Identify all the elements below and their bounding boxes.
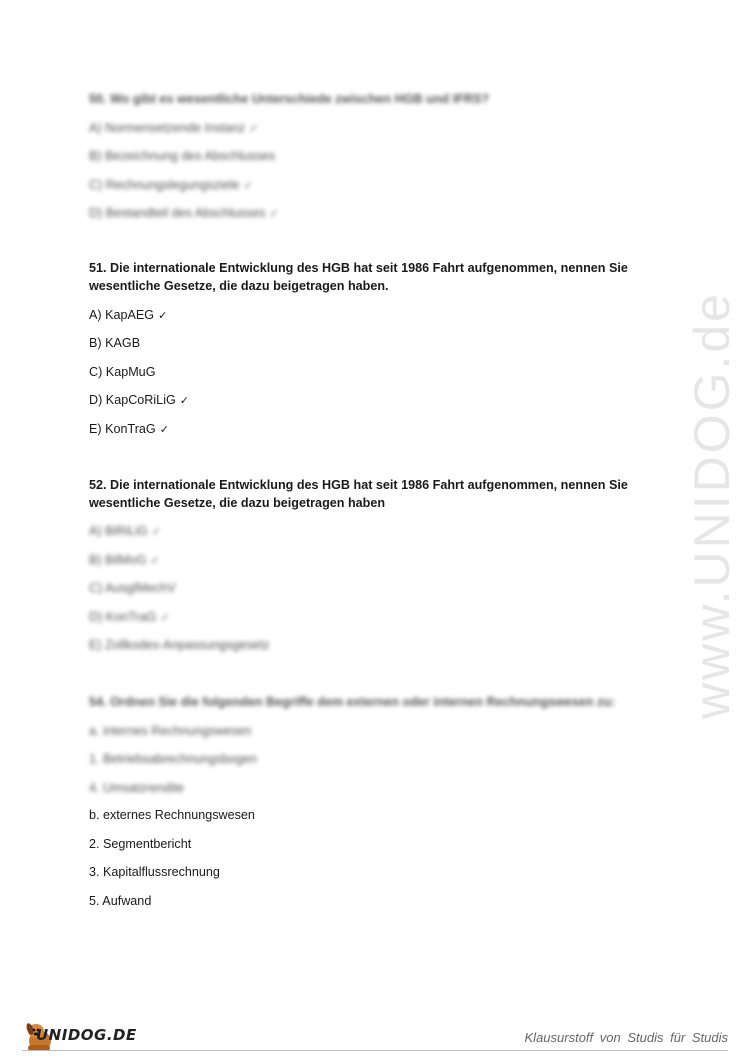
answer-option: a. internes Rechnungswesen [89, 723, 252, 738]
answer-option: D) KonTraG ✓ [89, 609, 170, 624]
answer-option: C) AusglMechV [89, 581, 176, 596]
answer-option: C) KapMuG [89, 364, 156, 379]
answer-option: 4. Umsatzrendite [89, 780, 185, 795]
answer-option: B) KAGB [89, 336, 141, 351]
answer-option: A) Normensetzende Instanz ✓ [89, 120, 259, 135]
question-title: 52. Die internationale Entwicklung des HGB hat seit 1986 Fahrt aufgenommen, nennen Sie wesentliche Gesetze, die dazu beigetragen haben [89, 478, 628, 510]
check-icon: ✓ [159, 422, 169, 436]
answer-option: E) Zollkodex-Anpassungsgesetz [89, 638, 270, 653]
answer-option: 5. Aufwand [89, 893, 152, 908]
check-icon: ✓ [158, 308, 168, 322]
watermark: www.UNIDOG.de [684, 291, 740, 719]
check-icon: ✓ [160, 610, 170, 624]
question-54 [89, 693, 629, 797]
question-50 [89, 90, 629, 222]
question-title: 50. Wo gibt es wesentliche Unterschiede zwischen HGB und IFRS? [89, 92, 490, 106]
answer-option: b. externes Rechnungswesen [89, 808, 255, 822]
question-title: 51. Die internationale Entwicklung des HGB hat seit 1986 Fahrt aufgenommen, nennen Sie wesentliche Gesetze, die dazu beigetragen haben. [89, 261, 628, 293]
answer-option: 2. Segmentbericht [89, 836, 192, 851]
logo-text: UNIDOG.DE [36, 1026, 137, 1044]
question-52-options [89, 522, 629, 654]
answer-option: E) KonTraG ✓ [89, 421, 169, 436]
question-title: 54. Ordnen Sie die folgenden Begriffe dem externen oder internen Rechnungswesen zu: [89, 695, 616, 709]
answer-option: A) BiRiLiG ✓ [89, 524, 161, 538]
answer-option: D) Bestandteil des Abschlusses ✓ [89, 206, 279, 221]
check-icon: ✓ [150, 553, 160, 567]
check-icon: ✓ [243, 178, 253, 192]
answer-option: A) KapAEG ✓ [89, 307, 168, 322]
check-icon: ✓ [249, 121, 259, 135]
answer-option: B) Bezeichnung des Abschlusses [89, 149, 276, 164]
check-icon: ✓ [269, 207, 279, 221]
question-54-visible-items [89, 806, 629, 910]
answer-option: D) KapCoRiLiG ✓ [89, 393, 190, 408]
answer-option: B) BilMoG ✓ [89, 552, 160, 567]
question-52 [89, 476, 629, 512]
check-icon: ✓ [179, 394, 190, 408]
footer-tagline: Klausurstoff von Studis für Studis [524, 1030, 728, 1045]
footer-divider [22, 1050, 728, 1051]
answer-option: 1. Betriebsabrechnungsbogen [89, 752, 258, 767]
check-icon: ✓ [151, 525, 161, 538]
question-51 [89, 259, 629, 438]
answer-option: 3. Kapitalflussrechnung [89, 865, 220, 880]
answer-option: C) Rechnungslegungsziele ✓ [89, 177, 253, 192]
